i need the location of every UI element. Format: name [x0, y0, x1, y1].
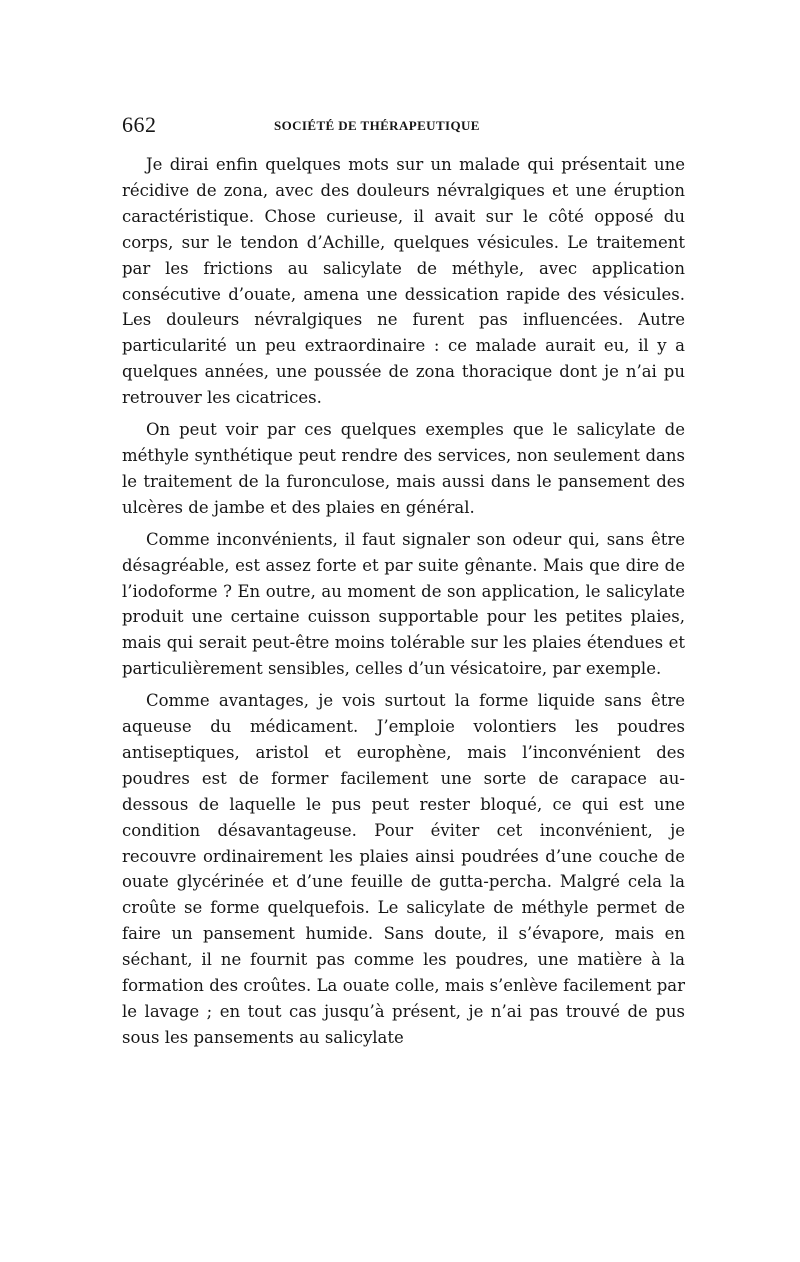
book-page [122, 112, 685, 1057]
paragraph-inconveniences: Comme inconvénients, il faut signaler son odeur qui, sans être désagréable, est assez forte et par suite gênante. Mais que dire de l’iodoforme ? En outre, au moment de son application, le salicylate produit une certaine cuisson supportable pour les petites plaies, mais qui serait peut-être moins tolérable sur les plaies étendues et particulièrement sensibles, celles d’un vésicatoire, par exemple. [122, 529, 685, 679]
paragraph-advantages: Comme avantages, je vois surtout la forme liquide sans être aqueuse du médicament. J’emploie volontiers les poudres antiseptiques, aristol et europhène, mais l’inconvénient des poudres est de former facilement une sorte de carapace au-dessous de laquelle le pus peut rester bloqué, ce qui est une condition désavantageuse. Pour éviter cet inconvénient, je recouvre ordinairement les plaies ainsi poudrées d’une couche de ouate glycérinée et d’une feuille de gutta-percha. Malgré cela la croûte se forme quelquefois. Le salicylate de méthyle permet de faire un pansement humide. Sans doute, il s’évapore, mais en séchant, il ne fournit pas comme les poudres, une matière à la formation des croûtes. La ouate colle, mais s’enlève facilement par le lavage ; en tout cas jusqu’à présent, je n’ai pas trouvé de pus sous les pansements au salicylate [122, 691, 685, 1047]
paragraph-examples-summary: On peut voir par ces quelques exemples que le salicylate de méthyle synthétique peut rendre des services, non seulement dans le traitement de la furonculose, mais aussi dans le pansement des ulcères de jambe et des plaies en général. [122, 420, 685, 517]
paragraph-zona-case: Je dirai enfin quelques mots sur un malade qui présentait une récidive de zona, avec des douleurs névralgiques et une éruption caractéristique. Chose curieuse, il avait sur le côté opposé du corps, sur le tendon d’Achille, quelques vésicules. Le traitement par les frictions au salicylate de méthyle, avec application consécutive d’ouate, amena une dessication rapide des vésicules. Les douleurs névralgiques ne furent pas influencées. Autre particularité un peu extraordinaire : ce malade aurait eu, il y a quelques années, une poussée de zona thoracique dont je n’ai pu retrouver les cicatrices. [122, 155, 685, 408]
running-header [122, 112, 685, 142]
page-number: 662 [122, 112, 157, 137]
running-title: SOCIÉTÉ DE THÉRAPEUTIQUE [274, 118, 480, 133]
body-text [122, 152, 685, 1051]
